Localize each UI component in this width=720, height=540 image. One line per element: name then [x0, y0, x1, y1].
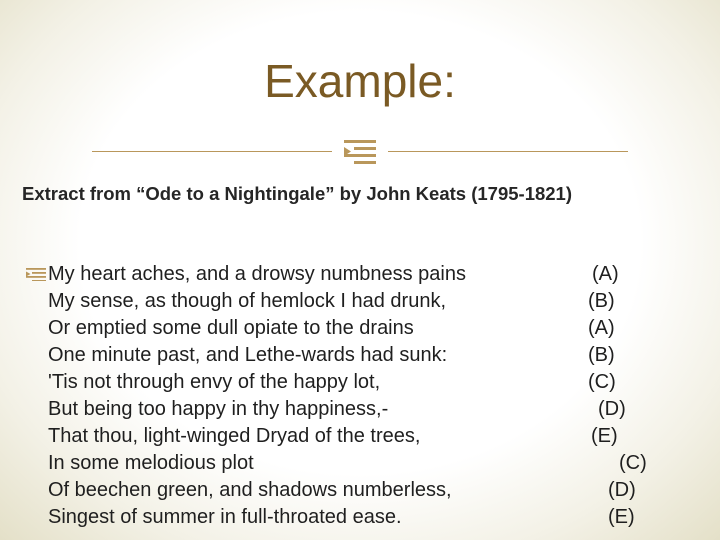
rhyme-label: (B)	[588, 290, 615, 312]
slide-title: Example:	[264, 55, 456, 107]
rhyme-label: (C)	[619, 452, 647, 474]
rhyme-label: (A)	[588, 317, 615, 339]
bullet-lines-icon	[26, 267, 46, 281]
quote-lines-icon	[342, 137, 378, 165]
extract-subtitle: Extract from “Ode to a Nightingale” by John Keats (1795-1821)	[22, 183, 573, 204]
rhyme-label: (A)	[592, 263, 619, 285]
divider-rule-right	[388, 151, 628, 152]
poem-line: Singest of summer in full-throated ease.	[48, 506, 402, 528]
rhyme-label: (E)	[591, 425, 618, 447]
rhyme-label: (E)	[608, 506, 635, 528]
poem-line: But being too happy in thy happiness,-	[48, 398, 389, 420]
rhyme-label: (D)	[608, 479, 636, 501]
poem-line: 'Tis not through envy of the happy lot,	[48, 371, 381, 393]
poem-line: Or emptied some dull opiate to the drains	[48, 317, 414, 339]
rhyme-label: (B)	[588, 344, 615, 366]
rhyme-label: (C)	[588, 371, 616, 393]
poem-line: My heart aches, and a drowsy numbness pains	[48, 263, 466, 285]
poem-line: One minute past, and Lethe-wards had sunk:	[48, 344, 448, 366]
poem-line: In some melodious plot	[48, 452, 254, 474]
divider-rule-left	[92, 151, 332, 152]
poem-line: Of beechen green, and shadows numberless,	[48, 479, 452, 501]
poem-line: That thou, light-winged Dryad of the trees,	[48, 425, 421, 447]
rhyme-label: (D)	[598, 398, 626, 420]
poem-line: My sense, as though of hemlock I had drunk,	[48, 290, 446, 312]
